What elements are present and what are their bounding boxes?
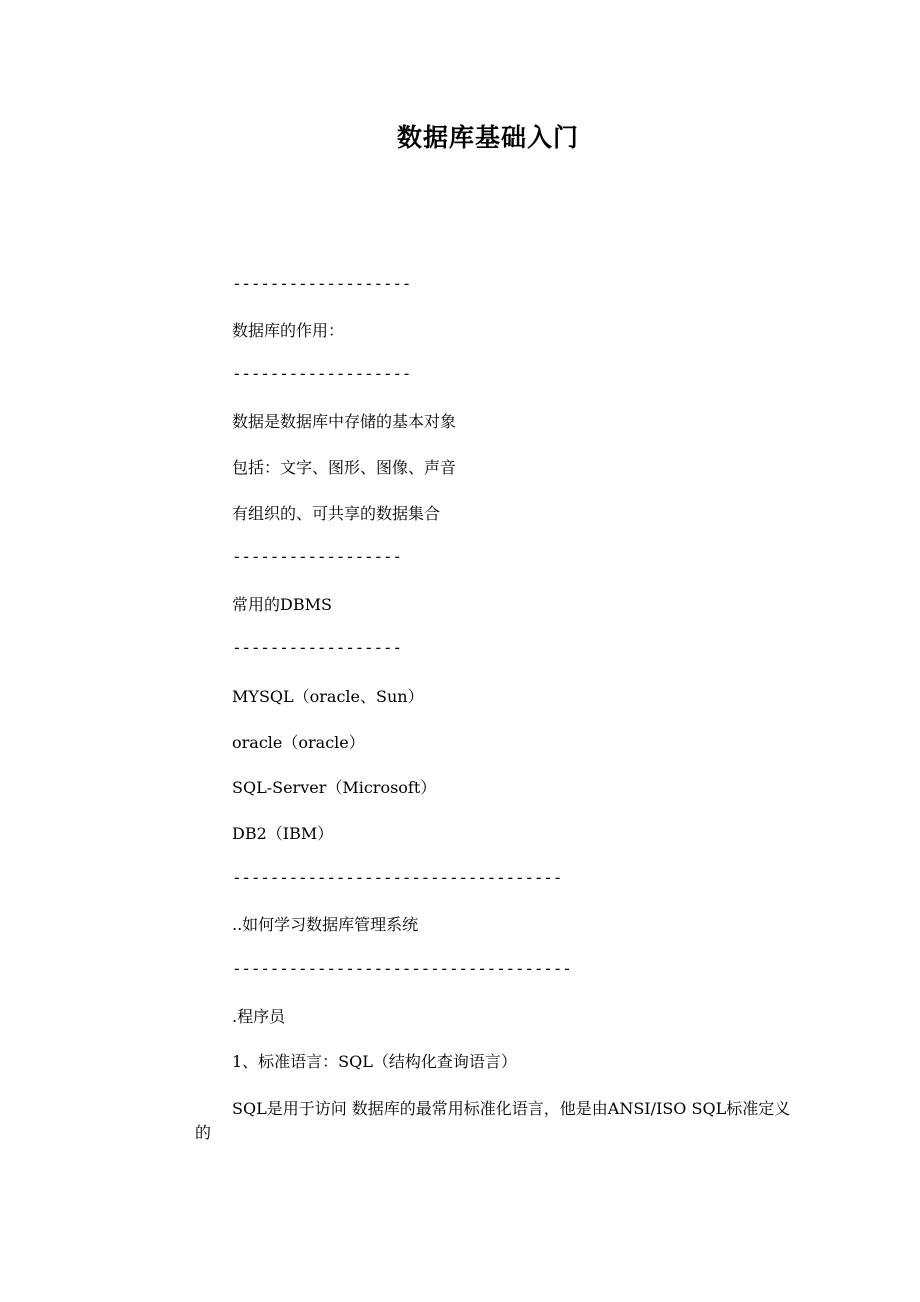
standard-language-line: 1、标准语言：SQL（结构化查询语言） [232,1052,517,1071]
programmer-line: .程序员 [232,1007,286,1026]
heading-learn: ..如何学习数据库管理系统 [232,915,419,934]
dbms-item: DB2（IBM） [232,824,334,843]
text-line: 数据是数据库中存储的基本对象 [232,412,457,431]
sql-paragraph-text: SQL是用于访问 数据库的最常用标准化语言，他是由ANSI/ISO SQL标准定义的 [195,1099,791,1142]
dbms-item: MYSQL（oracle、Sun） [232,687,424,706]
text-line: 有组织的、可共享的数据集合 [232,504,441,523]
sql-paragraph [195,1097,795,1145]
heading-purpose: 数据库的作用： [232,321,345,340]
text-line: 包括：文字、图形、图像、声音 [232,458,457,477]
dbms-item: SQL-Server（Microsoft） [232,778,437,797]
separator-line: ------------------- [232,274,412,293]
separator-line: ------------------ [232,638,402,657]
separator-line: ------------------------------------ [232,959,572,978]
dbms-item: oracle（oracle） [232,733,365,752]
separator-line: ------------------- [232,364,412,383]
document-title: 数据库基础入门 [396,123,579,152]
heading-dbms: 常用的DBMS [232,595,332,614]
separator-line: ----------------------------------- [232,868,563,887]
separator-line: ------------------ [232,547,402,566]
